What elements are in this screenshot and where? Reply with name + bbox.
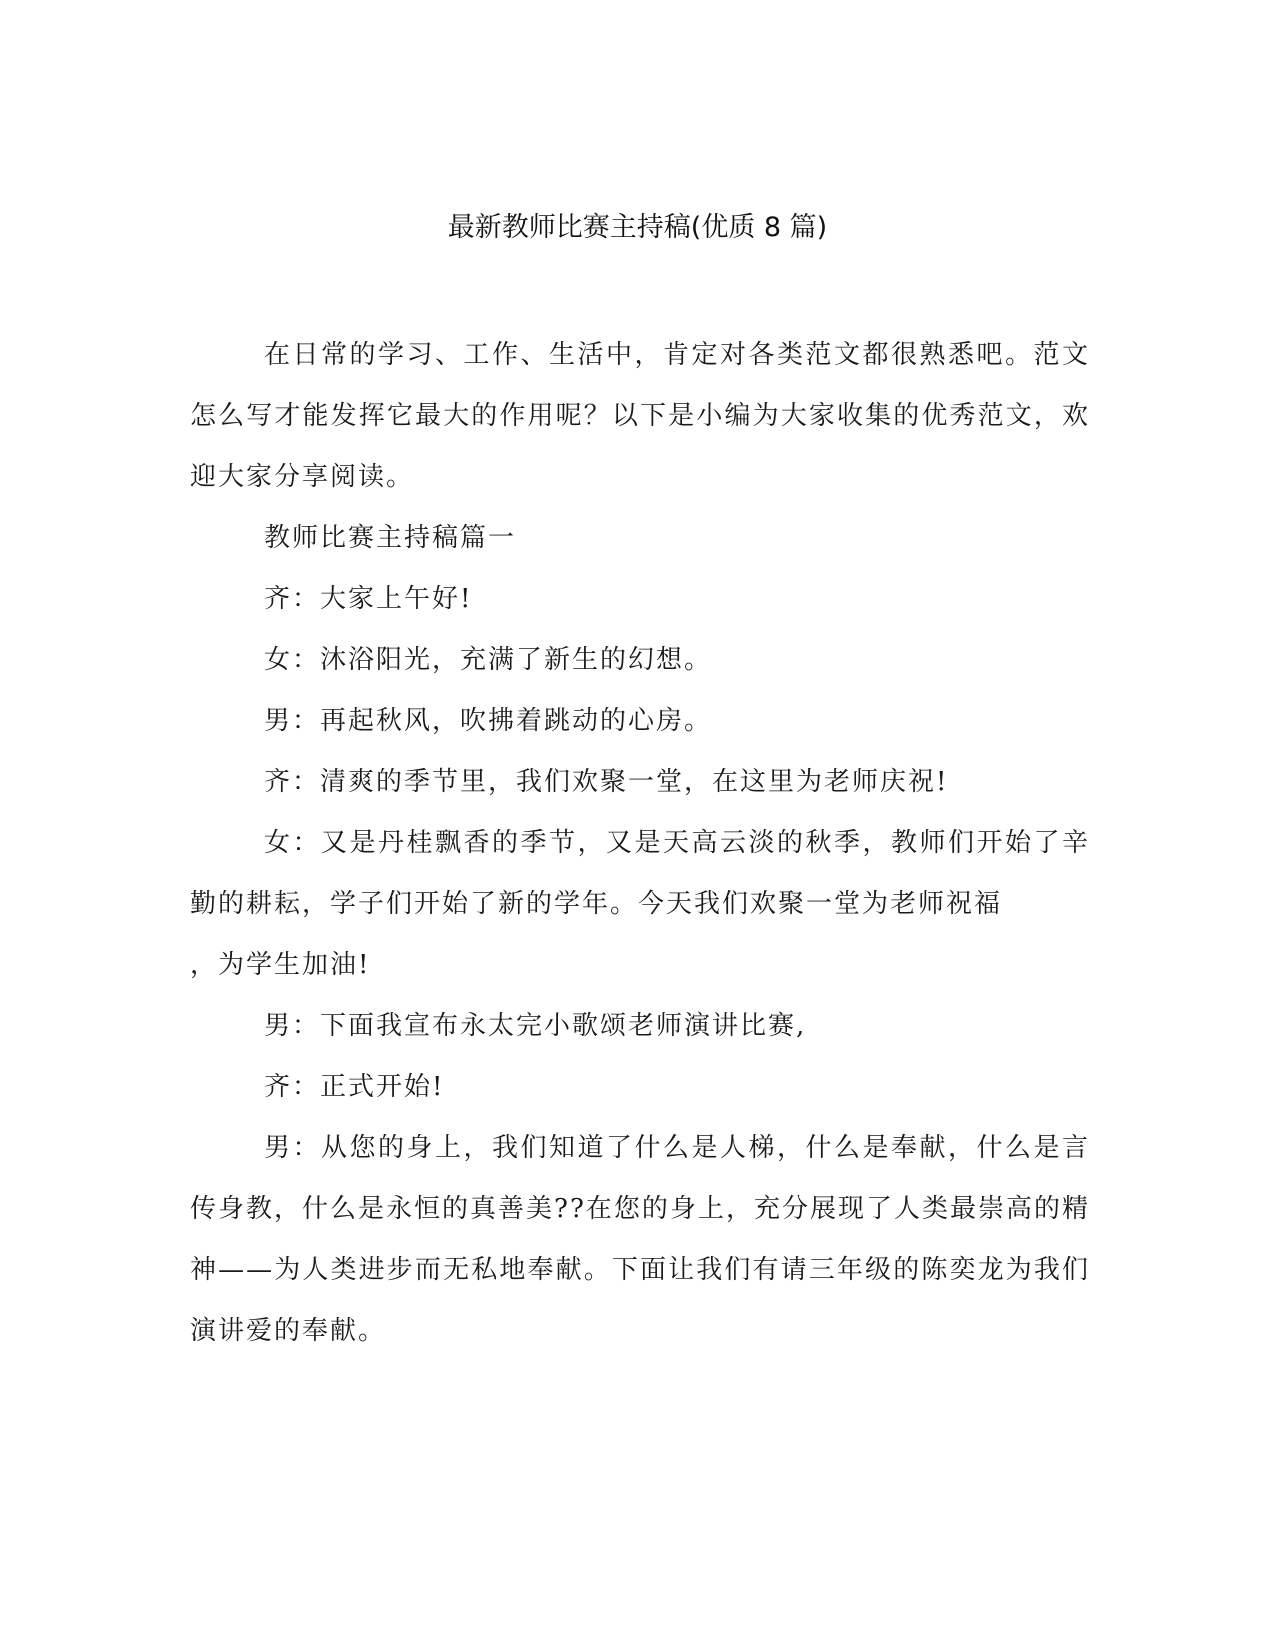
script-line: 男：下面我宣布永太完小歌颂老师演讲比赛, xyxy=(264,1011,807,1041)
document-body xyxy=(190,325,1090,1362)
section-heading: 教师比赛主持稿篇一 xyxy=(264,523,517,553)
intro-paragraph: 在日常的学习、工作、生活中，肯定对各类范文都很熟悉吧。范文怎么写才能发挥它最大的作用呢？以下是小编为大家收集的优秀范文，欢迎大家分享阅读。 xyxy=(190,340,1090,492)
script-line: 齐：清爽的季节里，我们欢聚一堂，在这里为老师庆祝! xyxy=(264,767,949,797)
script-line: 男：再起秋风，吹拂着跳动的心房。 xyxy=(264,706,713,736)
script-line: 男：从您的身上，我们知道了什么是人梯，什么是奉献，什么是言传身教，什么是永恒的真善美??在您的身上，充分展现了人类最崇高的精神——为人类进步而无私地奉献。下面让我们有请三年级的陈奕龙为我们演讲爱的奉献。 xyxy=(190,1133,1090,1346)
script-line-continuation: ，为学生加油! xyxy=(190,950,371,980)
script-line: 女：沐浴阳光，充满了新生的幻想。 xyxy=(264,645,713,675)
document-title: 最新教师比赛主持稿(优质 8 篇) xyxy=(447,212,828,243)
script-line: 齐：大家上午好! xyxy=(264,584,473,614)
script-line: 齐：正式开始! xyxy=(264,1072,445,1102)
script-line: 女：又是丹桂飘香的季节，又是天高云淡的秋季，教师们开始了辛勤的耕耘，学子们开始了新的学年。今天我们欢聚一堂为老师祝福 xyxy=(190,828,1090,919)
